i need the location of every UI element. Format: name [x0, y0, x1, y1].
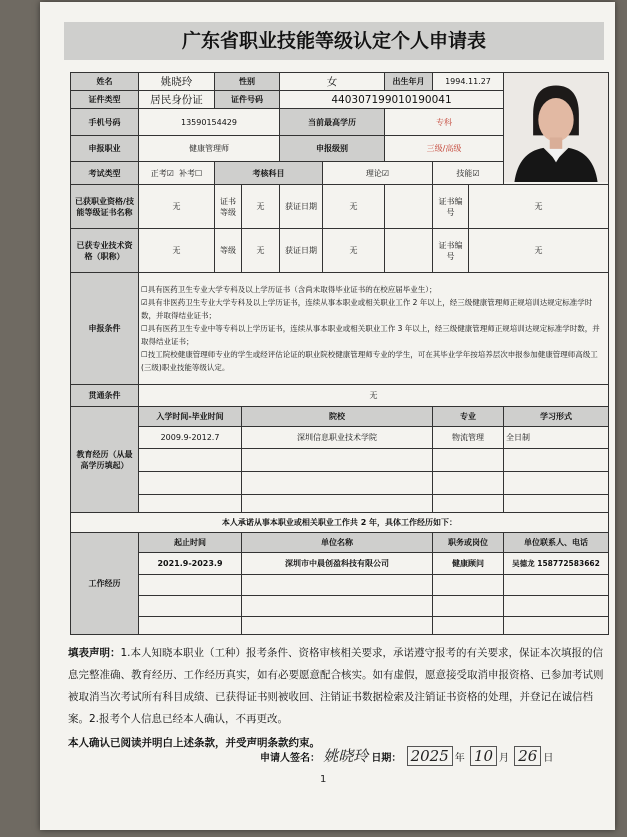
- label-name: 姓名: [71, 73, 139, 91]
- work-header-time: 起止时间: [139, 533, 242, 553]
- value-title-date: 无: [323, 229, 385, 273]
- work-header-company: 单位名称: [242, 533, 433, 553]
- applicant-photo: [504, 73, 608, 182]
- label-id-number: 证件号码: [215, 91, 280, 109]
- spacer-cell: [385, 185, 433, 229]
- value-title-no: 无: [469, 229, 609, 273]
- declaration: [68, 642, 608, 754]
- date-label: 日期：: [371, 753, 402, 764]
- work-header-contact: 单位联系人、电话: [504, 533, 609, 553]
- value-get-date: 无: [323, 185, 385, 229]
- condition-item-3: ☐具有医药卫生专业中等专科以上学历证书，连续从事本职业或相关职业工作 3 年以上，经三级健康管理师正规培训达规定标准学时数，并取得结业证书；: [141, 324, 600, 347]
- edu-header-school: 院校: [242, 407, 433, 427]
- label-through: 贯通条件: [71, 385, 139, 407]
- value-id-number: 440307199010190041: [280, 91, 504, 109]
- label-prior-cert: 已获职业资格/技能等级证书名称: [71, 185, 139, 229]
- work-intro: 本人承诺从事本职业或相关职业工作共 2 年，具体工作经历如下：: [71, 513, 609, 533]
- edu-header-major: 专业: [433, 407, 504, 427]
- table-row: [71, 617, 609, 635]
- declaration-lead: 填表声明：: [68, 647, 121, 659]
- label-level: 申报级别: [280, 135, 385, 161]
- year-unit: 年: [454, 753, 465, 764]
- value-gender: 女: [280, 73, 385, 91]
- day-unit: 日: [543, 753, 554, 764]
- label-title-no: 证书编号: [433, 229, 469, 273]
- edu-header-form: 学习形式: [504, 407, 609, 427]
- label-exam-subject: 考核科目: [215, 161, 323, 184]
- edu-time: 2009.9-2012.7: [139, 427, 242, 449]
- value-through: 无: [139, 385, 609, 407]
- value-level: 三级/高级: [385, 135, 504, 161]
- value-cert-no: 无: [469, 185, 609, 229]
- value-phone: 13590154429: [139, 109, 280, 135]
- label-education: 当前最高学历: [280, 109, 385, 135]
- value-name: 姚晓玲: [139, 73, 215, 91]
- condition-item-1: ☐具有医药卫生专业大学专科及以上学历证书（含尚未取得毕业证书的在校应届毕业生）；: [141, 285, 437, 295]
- label-edu-history: 教育经历（从最高学历填起）: [71, 407, 139, 513]
- month-unit: 月: [499, 753, 510, 764]
- edu-form: 全日制: [504, 427, 609, 449]
- label-title-date: 获证日期: [280, 229, 323, 273]
- declaration-confirm: 本人确认已阅读并明白上述条款，并受声明条款约束。: [68, 737, 320, 749]
- label-title-level: 等级: [215, 229, 242, 273]
- condition-item-4: ☐技工院校健康管理师专业的学生或经评估论证的职业院校健康管理师专业的学生，可在其毕业学年按培养层次申报参加健康管理师高级工(三级)职业技能等级认定。: [141, 350, 598, 373]
- label-birth: 出生年月: [385, 73, 433, 91]
- label-prior-title: 已获专业技术资格（职称）: [71, 229, 139, 273]
- value-occupation: 健康管理师: [139, 135, 280, 161]
- table-row: [71, 495, 609, 513]
- label-get-date: 获证日期: [280, 185, 323, 229]
- edu-major: 物流管理: [433, 427, 504, 449]
- spacer-cell: [385, 229, 433, 273]
- value-cert-level: 无: [242, 185, 280, 229]
- work-company: 深圳市中晨创盈科技有限公司: [242, 553, 433, 575]
- declaration-text: 1.本人知晓本职业（工种）报考条件、资格审核相关要求，承诺遵守报考的有关要求，保证本次填报的信息完整准确、教育经历、工作经历真实，如有必要愿意配合核实。如有虚假，愿意接受取消申报资格、已参加考试则被取消当次考试所有科目成绩、已获得证书则被收回、注销证书数据检索及注销证书资格的处理，并登记在诚信档案。2.报考个人信息已经本人确认，不再更改。: [68, 647, 604, 725]
- skill-checkbox: 技能☑: [433, 161, 504, 184]
- form-title: 广东省职业技能等级认定个人申请表: [64, 22, 604, 60]
- edu-header-time: 入学时间-毕业时间: [139, 407, 242, 427]
- sign-label: 申请人签名：: [260, 753, 320, 764]
- date-month: 10: [470, 746, 497, 766]
- label-conditions: 申报条件: [71, 273, 139, 385]
- application-form-paper: [40, 2, 615, 830]
- signature-line: [260, 745, 610, 771]
- label-occupation: 申报职业: [71, 135, 139, 161]
- condition-item-2: ☑具有非医药卫生专业大学专科及以上学历证书，连续从事本职业或相关职业工作 2 年以上，经三级健康管理师正规培训达规定标准学时数，并取得结业证书；: [141, 298, 593, 321]
- work-time: 2021.9-2023.9: [139, 553, 242, 575]
- value-title-level: 无: [242, 229, 280, 273]
- work-position: 健康顾问: [433, 553, 504, 575]
- exam-make-checkbox: 补考☐: [179, 168, 203, 178]
- date-day: 26: [514, 746, 541, 766]
- work-contact: 吴德龙 15877258366​2: [504, 553, 609, 575]
- label-gender: 性别: [215, 73, 280, 91]
- table-row: [71, 472, 609, 495]
- application-table: [70, 72, 609, 635]
- exam-unified-checkbox: 正考☑: [150, 168, 174, 178]
- label-work-history: 工作经历: [71, 533, 139, 635]
- table-row: [71, 427, 609, 449]
- photo-cell: [504, 73, 609, 185]
- table-row: [71, 596, 609, 617]
- table-row: [71, 449, 609, 472]
- value-education: 专科: [385, 109, 504, 135]
- label-cert-no: 证书编号: [433, 185, 469, 229]
- label-phone: 手机号码: [71, 109, 139, 135]
- signature: 姚晓玲: [323, 747, 369, 765]
- value-birth: 1994.11.27: [433, 73, 504, 91]
- label-cert-level: 证书等级: [215, 185, 242, 229]
- label-exam-type: 考试类型: [71, 161, 139, 184]
- page-number: 1: [320, 774, 327, 785]
- work-header-position: 职务或岗位: [433, 533, 504, 553]
- value-prior-title: 无: [139, 229, 215, 273]
- date-year: 2025: [407, 746, 453, 766]
- value-id-type: 居民身份证: [139, 91, 215, 109]
- edu-school: 深圳信息职业技术学院: [242, 427, 433, 449]
- conditions-list: [139, 273, 609, 385]
- theory-checkbox: 理论☑: [323, 161, 433, 184]
- value-prior-cert: 无: [139, 185, 215, 229]
- table-row: [71, 553, 609, 575]
- table-row: [71, 575, 609, 596]
- exam-type-options: [139, 161, 215, 184]
- label-id-type: 证件类型: [71, 91, 139, 109]
